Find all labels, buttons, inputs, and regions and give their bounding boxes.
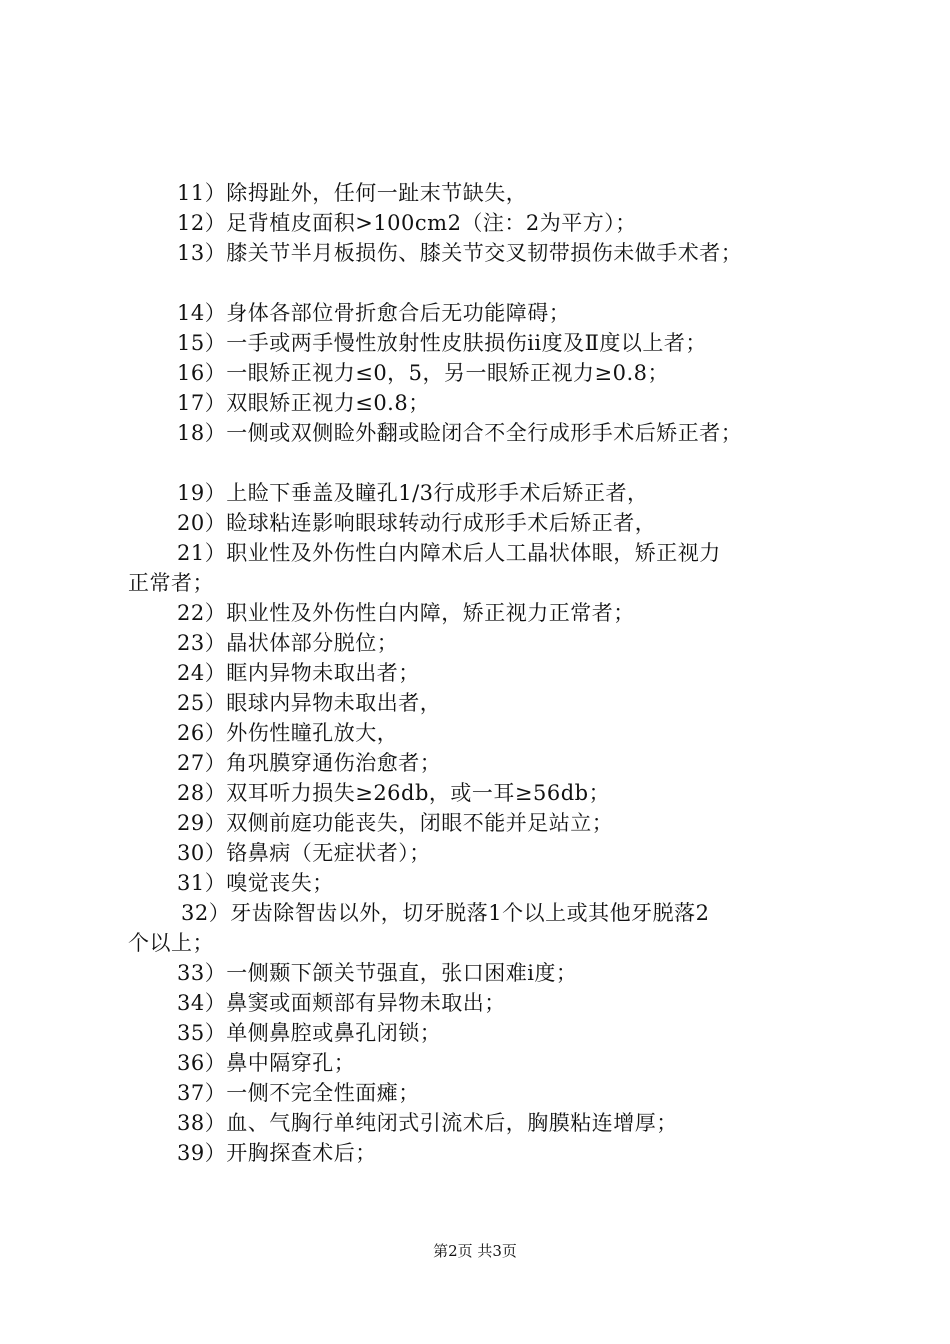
list-item: 18）一侧或双侧睑外翻或睑闭合不全行成形手术后矫正者；	[177, 421, 743, 445]
list-item: 21）职业性及外伤性白内障术后人工晶状体眼，矫正视力	[177, 541, 721, 565]
page-footer	[0, 1240, 950, 1262]
list-item: 22）职业性及外伤性白内障，矫正视力正常者；	[177, 601, 635, 625]
list-item: 14）身体各部位骨折愈合后无功能障碍；	[177, 301, 571, 325]
page-number: 第2页 共3页	[433, 1242, 517, 1260]
list-item: 24）眶内异物未取出者；	[177, 661, 420, 685]
list-item: 36）鼻中隔穿孔；	[177, 1051, 356, 1075]
list-item: 28）双耳听力损失≥26db，或一耳≥56db；	[177, 781, 611, 805]
list-item: 25）眼球内异物未取出者，	[177, 691, 442, 715]
list-item: 38）血、气胸行单纯闭式引流术后，胸膜粘连增厚；	[177, 1111, 678, 1135]
list-item: 11）除拇趾外，任何一趾末节缺失，	[177, 181, 528, 205]
list-item: 33）一侧颞下颌关节强直，张口困难i度；	[177, 961, 578, 985]
list-item: 39）开胸探查术后；	[177, 1141, 377, 1165]
list-item: 32）牙齿除智齿以外，切牙脱落1个以上或其他牙脱落2	[181, 901, 710, 925]
list-item: 16）一眼矫正视力≤0，5，另一眼矫正视力≥0.8；	[177, 361, 670, 385]
list-item: 35）单侧鼻腔或鼻孔闭锁；	[177, 1021, 442, 1045]
list-item: 34）鼻窦或面颊部有异物未取出；	[177, 991, 506, 1015]
list-item: 29）双侧前庭功能丧失，闭眼不能并足站立；	[177, 811, 614, 835]
list-item: 30）铬鼻病（无症状者）；	[177, 841, 431, 865]
list-item: 20）睑球粘连影响眼球转动行成形手术后矫正者，	[177, 511, 657, 535]
list-item-continuation: 正常者；	[128, 571, 214, 595]
list-item: 23）晶状体部分脱位；	[177, 631, 399, 655]
list-item: 17）双眼矫正视力≤0.8；	[177, 391, 430, 415]
list-item: 26）外伤性瞳孔放大，	[177, 721, 399, 745]
list-item: 31）嗅觉丧失；	[177, 871, 334, 895]
list-item: 13）膝关节半月板损伤、膝关节交叉韧带损伤未做手术者；	[177, 241, 743, 265]
list-item: 12）足背植皮面积>100cm2（注：2为平方）；	[177, 211, 637, 235]
list-item: 37）一侧不完全性面瘫；	[177, 1081, 420, 1105]
list-item: 27）角巩膜穿通伤治愈者；	[177, 751, 442, 775]
list-item: 19）上睑下垂盖及瞳孔1/3行成形手术后矫正者，	[177, 481, 649, 505]
list-item: 15）一手或两手慢性放射性皮肤损伤ii度及Ⅱ度以上者；	[177, 331, 707, 355]
list-item-continuation: 个以上；	[128, 931, 214, 955]
